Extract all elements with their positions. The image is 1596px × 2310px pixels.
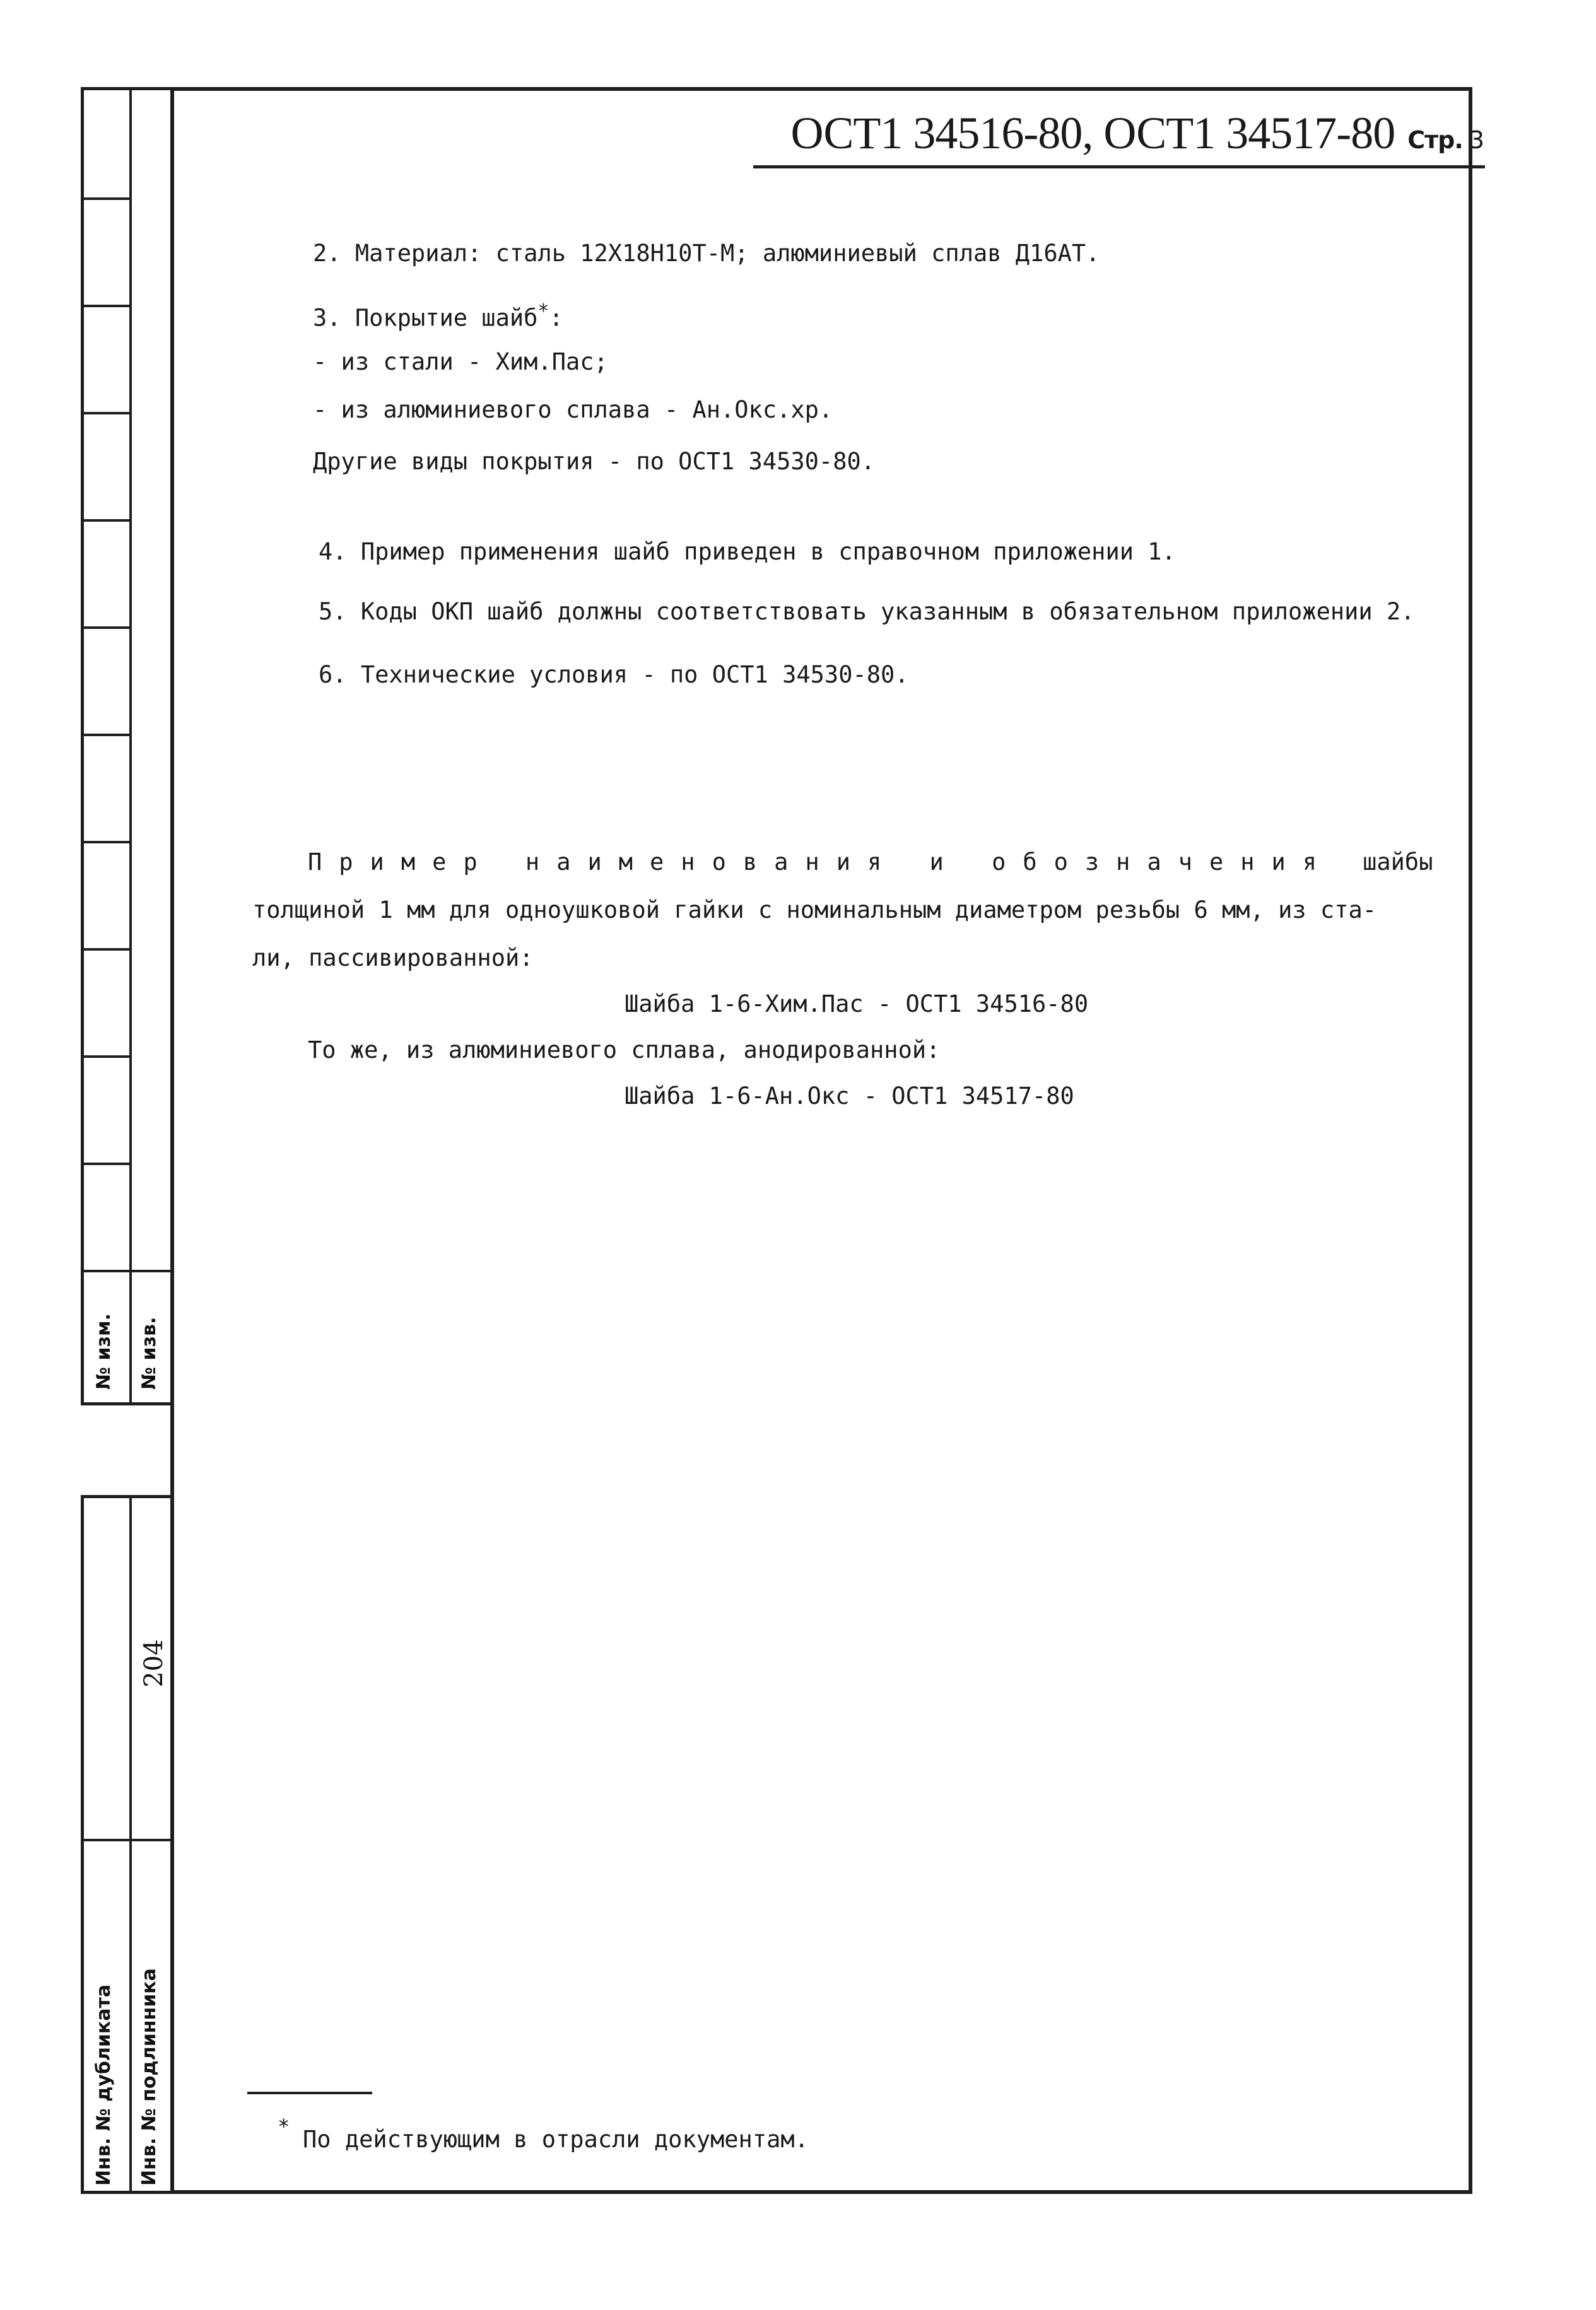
item-3-steel: - из стали - Хим.Пас; xyxy=(313,348,608,375)
item-3-colon: : xyxy=(549,304,563,332)
strip-rule xyxy=(84,734,129,736)
inventory-number: 204 xyxy=(139,1639,168,1687)
example-designation-steel: Шайба 1-6-Хим.Пас - ОСТ1 34516-80 xyxy=(625,990,1089,1017)
strip-rule xyxy=(84,305,129,307)
footnote-mark: * xyxy=(278,2114,290,2138)
strip-rule xyxy=(84,841,129,843)
duplicate-inventory-label: Инв. № дубликата xyxy=(93,1984,115,2186)
strip-divider xyxy=(129,90,132,1402)
example-line-1: толщиной 1 мм для одноушковой гайки с номинальным диаметром резьбы 6 мм, из ста- xyxy=(252,896,1377,923)
strip-divider xyxy=(129,1498,132,2191)
strip-rule xyxy=(84,1270,129,1272)
item-3-text: 3. Покрытие шайб xyxy=(313,304,538,332)
item-4-example: 4. Пример применения шайб приведен в справочном приложении 1. xyxy=(319,538,1176,565)
item-3-coating xyxy=(313,300,563,331)
example-heading-tail: шайбы xyxy=(1363,848,1433,876)
example-heading-spaced: Пример наименования и обозначения xyxy=(308,848,1334,876)
header-underline xyxy=(753,165,1485,168)
footnote-separator xyxy=(247,2092,372,2094)
page-number: 3 xyxy=(1469,126,1484,154)
notice-number-label: № изв. xyxy=(138,1316,160,1390)
example-heading xyxy=(308,848,1433,876)
strip-rule xyxy=(84,1163,129,1165)
margin-strip-upper xyxy=(81,87,170,1405)
strip-rule xyxy=(129,1839,173,1841)
strip-rule xyxy=(84,197,129,200)
footnote-marker: * xyxy=(537,300,549,322)
example-line-2: ли, пассивированной: xyxy=(252,944,534,971)
strip-rule xyxy=(84,1055,129,1058)
standard-designation: ОСТ1 34516-80, ОСТ1 34517-80 xyxy=(790,108,1395,158)
strip-rule xyxy=(84,626,129,629)
item-5-okp-codes: 5. Коды ОКП шайб должны соответствовать указанным в обязательном приложении 2. xyxy=(319,598,1415,625)
item-3-other-coatings: Другие виды покрытия - по ОСТ1 34530-80. xyxy=(313,448,876,475)
document-header xyxy=(791,107,1484,160)
margin-strip-lower xyxy=(81,1495,170,2194)
page-label: Стр. xyxy=(1407,126,1463,154)
original-inventory-label: Инв. № подлинника xyxy=(138,1968,160,2186)
change-number-label: № изм. xyxy=(93,1313,115,1390)
strip-rule xyxy=(84,1839,129,1841)
footnote-text: По действующим в отрасли документам. xyxy=(303,2126,809,2153)
item-6-specifications: 6. Технические условия - по ОСТ1 34530-80. xyxy=(319,661,909,688)
item-2-material: 2. Материал: сталь 12Х18Н10Т-М; алюминиевый сплав Д16АТ. xyxy=(313,240,1100,267)
strip-rule xyxy=(84,412,129,414)
strip-rule xyxy=(84,948,129,951)
strip-rule xyxy=(84,519,129,522)
example-designation-aluminium: Шайба 1-6-Ан.Окс - ОСТ1 34517-80 xyxy=(625,1082,1074,1110)
item-3-aluminium: - из алюминиевого сплава - Ан.Окс.хр. xyxy=(313,396,833,423)
example-same-aluminium: То же, из алюминиевого сплава, анодированной: xyxy=(308,1036,941,1064)
strip-rule xyxy=(129,1270,173,1272)
